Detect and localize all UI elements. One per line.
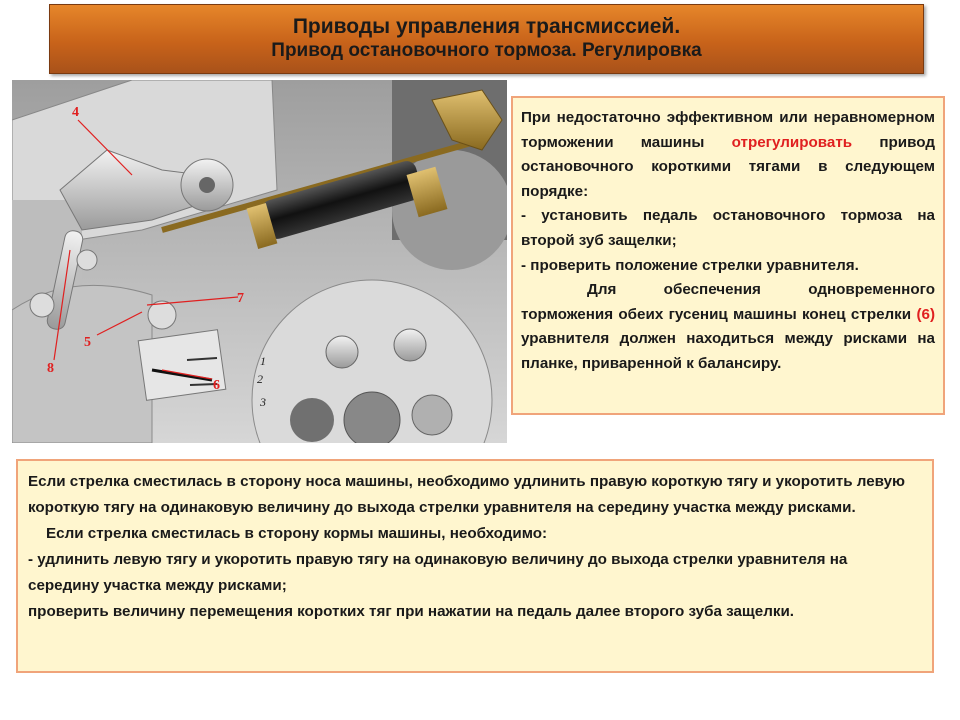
adjust-paragraph-3: - удлинить левую тягу и укоротить правую тягу на одинаковую величину до выхода стрелки уравнителя на середину участка между рисками; (28, 551, 848, 594)
adjustment-box (16, 459, 934, 673)
page-title: Приводы управления трансмиссией. (292, 15, 681, 38)
instruction-intro: При недостаточно эффективном или неравномерном торможении машины отрегулировать привод остановочного короткими тягами в следующем порядке: (521, 109, 935, 200)
page-subtitle: Привод остановочного тормоза. Регулировка (271, 40, 702, 61)
instruction-step-1: - установить педаль остановочного тормоза на второй зуб защелки; (521, 207, 935, 249)
adjust-paragraph-1: Если стрелка сместилась в сторону носа машины, необходимо удлинить правую короткую тягу и укоротить левую короткую тягу на одинаковую величину до выхода стрелки уравнителя на середину участка между рисками. (28, 473, 906, 516)
callout-label-8: 8 (47, 361, 54, 376)
callout-label-6: 6 (213, 378, 220, 393)
callout-label-5: 5 (84, 335, 91, 350)
scale-mark-2: 2 (257, 372, 263, 386)
highlight-arrow-ref: (6) (916, 305, 935, 323)
scale-mark-3: 3 (260, 395, 266, 409)
adjust-paragraph-2: Если стрелка сместилась в сторону кормы машины, необходимо: (46, 525, 548, 542)
highlight-adjust: отрегулировать (731, 133, 853, 151)
instructions-box (511, 96, 945, 415)
callout-label-4: 4 (72, 105, 79, 120)
instruction-step-2: - проверить положение стрелки уравнителя. (521, 256, 859, 274)
scale-mark-1: 1 (260, 354, 266, 368)
title-banner (49, 4, 924, 74)
adjust-paragraph-4: проверить величину перемещения коротких тяг при нажатии на педаль далее второго зуба защелки. (28, 603, 795, 620)
mechanism-illustration (12, 80, 507, 443)
callout-label-7: 7 (237, 291, 244, 306)
instruction-note: Для обеспечения одновременного торможения обеих гусениц машины конец стрелки (6) уравнителя должен находиться между рисками на планке, приваренной к балансиру. (521, 281, 935, 372)
